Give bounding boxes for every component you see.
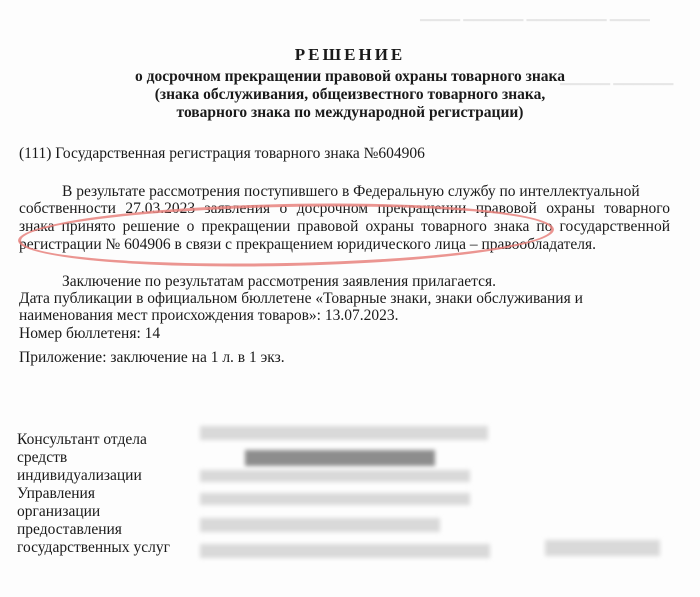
signatory-line-5: организации [17,503,101,520]
paragraph-line-4: регистрации № 604906 в связи с прекращением юридического лица – правообладателя. [19,236,597,253]
signatory-line-1: Консультант отдела [17,431,147,448]
paragraph-line-3: знака принято решение о прекращении правовой охраны товарного знака по государственной [19,218,670,235]
bulletin-number: Номер бюллетеня: 14 [19,325,161,342]
redacted-block [200,544,490,558]
publication-line-2: наименования мест происхождения товаров»: 13.07.2023. [19,307,399,324]
redacted-block [200,470,470,482]
registration-line: (111) Государственная регистрация товарного знака №604906 [19,145,425,162]
attachment-line: Приложение: заключение на 1 л. в 1 экз. [19,349,285,366]
signatory-line-3: индивидуализации [17,467,142,484]
document-title: РЕШЕНИЕ [294,45,406,64]
paragraph-line-2: собственности 27.03.2023 заявления о досрочном прекращении правовой охраны товарного [19,200,670,217]
conclusion-line: Заключение по результатам рассмотрения заявления прилагается. [62,273,497,290]
redacted-signature [245,450,435,466]
redacted-block [200,493,470,505]
redacted-name [545,540,660,556]
redacted-block [200,518,440,532]
signatory-line-7: государственных услуг [17,539,170,556]
signatory-line-2: средств [17,449,68,466]
redacted-block [200,426,488,440]
document-subtitle-line-3: товарного знака по международной регистрации) [176,104,524,121]
bleed-through-text: ▁▁▁▁ ▁▁▁▁▁▁ ▁▁▁▁▁▁▁▁ ▁▁▁▁ [420,6,650,21]
document-subtitle-line-1: о досрочном прекращении правовой охраны товарного знака [135,68,565,85]
bleed-through-text: ▁▁▁▁▁ ▁▁▁▁▁▁ [560,70,674,85]
document-subtitle-line-2: (знака обслуживания, общеизвестного товарного знака, [154,86,546,103]
publication-line-1: Дата публикации в официальном бюллетене «Товарные знаки, знаки обслуживания и [19,290,583,307]
signatory-line-4: Управления [17,485,95,502]
paragraph-line-1: В результате рассмотрения поступившего в Федеральную службу по интеллектуальной [62,183,640,200]
signatory-line-6: предоставления [17,521,122,538]
